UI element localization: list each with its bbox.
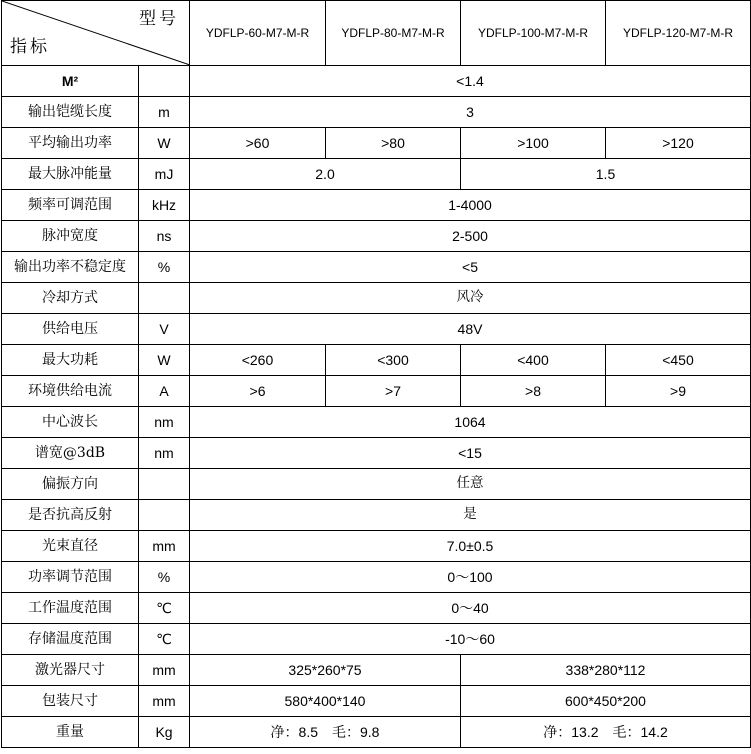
net-weight-label: 净：	[270, 724, 299, 740]
net-weight-label: 净：	[543, 724, 572, 740]
row-label: 输出功率不稳定度	[2, 252, 139, 283]
row-label: 存储温度范围	[2, 624, 139, 655]
model-heading: 型号	[139, 9, 179, 29]
table-row-avg-power	[2, 128, 751, 159]
row-unit: W	[139, 345, 190, 376]
table-row-weight	[2, 717, 751, 748]
row-label: 偏振方向	[2, 469, 139, 500]
row-unit: ℃	[139, 593, 190, 624]
row-value: >8	[461, 376, 606, 407]
row-value: 0～40	[190, 593, 751, 624]
row-value: 0～100	[190, 562, 751, 593]
row-unit: mm	[139, 531, 190, 562]
row-value: <5	[190, 252, 751, 283]
gross-weight-value: 9.8	[360, 724, 380, 740]
row-label: 激光器尺寸	[2, 655, 139, 686]
row-label: 最大脉冲能量	[2, 159, 139, 190]
table-row-beam-diameter	[2, 531, 751, 562]
row-value: >7	[326, 376, 461, 407]
table-row-supply-current	[2, 376, 751, 407]
net-weight-value: 13.2	[571, 724, 599, 740]
row-value: >60	[190, 128, 326, 159]
table-row-polarization	[2, 469, 751, 500]
row-label: 重量	[2, 717, 139, 748]
table-row-m2	[2, 66, 751, 97]
row-unit: nm	[139, 438, 190, 469]
row-unit: V	[139, 314, 190, 345]
row-label: 包装尺寸	[2, 686, 139, 717]
row-value: >100	[461, 128, 606, 159]
model-header-2: YDFLP-80-M7-M-R	[326, 1, 461, 66]
table-row-spectral-width	[2, 438, 751, 469]
row-label: 工作温度范围	[2, 593, 139, 624]
table-row-pulse-energy	[2, 159, 751, 190]
row-value: <450	[606, 345, 751, 376]
row-unit: nm	[139, 407, 190, 438]
row-unit: W	[139, 128, 190, 159]
gross-weight-label: 毛：	[612, 724, 641, 740]
row-value: 1.5	[461, 159, 751, 190]
row-value: 1-4000	[190, 190, 751, 221]
table-row-operating-temp	[2, 593, 751, 624]
row-label: 最大功耗	[2, 345, 139, 376]
model-header-4: YDFLP-120-M7-M-R	[606, 1, 751, 66]
row-value: 风冷	[190, 283, 751, 314]
row-unit: mm	[139, 686, 190, 717]
row-unit	[139, 469, 190, 500]
table-row-package-size	[2, 686, 751, 717]
gross-weight-label: 毛：	[332, 724, 360, 740]
row-unit: mJ	[139, 159, 190, 190]
header-row	[2, 1, 751, 66]
row-value: <1.4	[190, 66, 751, 97]
table-row-pulse-width	[2, 221, 751, 252]
row-label: 频率可调范围	[2, 190, 139, 221]
table-row-power-adjust-range	[2, 562, 751, 593]
table-row-max-power-consumption	[2, 345, 751, 376]
net-weight-value: 8.5	[298, 724, 318, 740]
row-unit: ns	[139, 221, 190, 252]
row-label: 脉冲宽度	[2, 221, 139, 252]
table-row-anti-reflection	[2, 500, 751, 531]
row-unit: A	[139, 376, 190, 407]
row-value: 48V	[190, 314, 751, 345]
table-row-supply-voltage	[2, 314, 751, 345]
table-row-laser-size	[2, 655, 751, 686]
row-unit	[139, 283, 190, 314]
row-value: >9	[606, 376, 751, 407]
row-value: >80	[326, 128, 461, 159]
row-label: 功率调节范围	[2, 562, 139, 593]
gross-weight-value: 14.2	[640, 724, 668, 740]
row-unit: %	[139, 252, 190, 283]
model-header-3: YDFLP-100-M7-M-R	[461, 1, 606, 66]
row-value: <260	[190, 345, 326, 376]
row-value: 1064	[190, 407, 751, 438]
row-label: 平均输出功率	[2, 128, 139, 159]
corner-header-cell	[2, 1, 190, 66]
row-value: 325*260*75	[190, 655, 461, 686]
row-value: -10～60	[190, 624, 751, 655]
spec-heading: 指标	[10, 37, 50, 57]
row-value: 任意	[190, 469, 751, 500]
row-value: <300	[326, 345, 461, 376]
row-value: 7.0±0.5	[190, 531, 751, 562]
row-label: 是否抗高反射	[2, 500, 139, 531]
row-unit: %	[139, 562, 190, 593]
row-value: 2.0	[190, 159, 461, 190]
table-row-storage-temp	[2, 624, 751, 655]
weight-cell	[190, 717, 461, 748]
row-unit: mm	[139, 655, 190, 686]
row-label: 环境供给电流	[2, 376, 139, 407]
row-unit	[139, 66, 190, 97]
row-value: 600*450*200	[461, 686, 751, 717]
row-value: 是	[190, 500, 751, 531]
weight-cell	[461, 717, 751, 748]
row-unit: ℃	[139, 624, 190, 655]
row-value: >6	[190, 376, 326, 407]
row-value: 580*400*140	[190, 686, 461, 717]
row-label: M²	[2, 66, 139, 97]
model-header-1: YDFLP-60-M7-M-R	[190, 1, 326, 66]
table-row-center-wavelength	[2, 407, 751, 438]
row-label: 光束直径	[2, 531, 139, 562]
row-label: 冷却方式	[2, 283, 139, 314]
row-unit: Kg	[139, 717, 190, 748]
row-label: 供给电压	[2, 314, 139, 345]
spec-table	[1, 0, 751, 748]
row-value: <15	[190, 438, 751, 469]
row-value: <400	[461, 345, 606, 376]
row-value: 338*280*112	[461, 655, 751, 686]
row-unit	[139, 500, 190, 531]
row-label: 中心波长	[2, 407, 139, 438]
row-label: 输出铠缆长度	[2, 97, 139, 128]
table-row-cooling	[2, 283, 751, 314]
row-unit: m	[139, 97, 190, 128]
row-value: 3	[190, 97, 751, 128]
table-row-power-instability	[2, 252, 751, 283]
row-unit: kHz	[139, 190, 190, 221]
row-label: 谱宽@3dB	[2, 438, 139, 469]
table-row-frequency	[2, 190, 751, 221]
row-value: >120	[606, 128, 751, 159]
table-row-cable-length	[2, 97, 751, 128]
row-value: 2-500	[190, 221, 751, 252]
